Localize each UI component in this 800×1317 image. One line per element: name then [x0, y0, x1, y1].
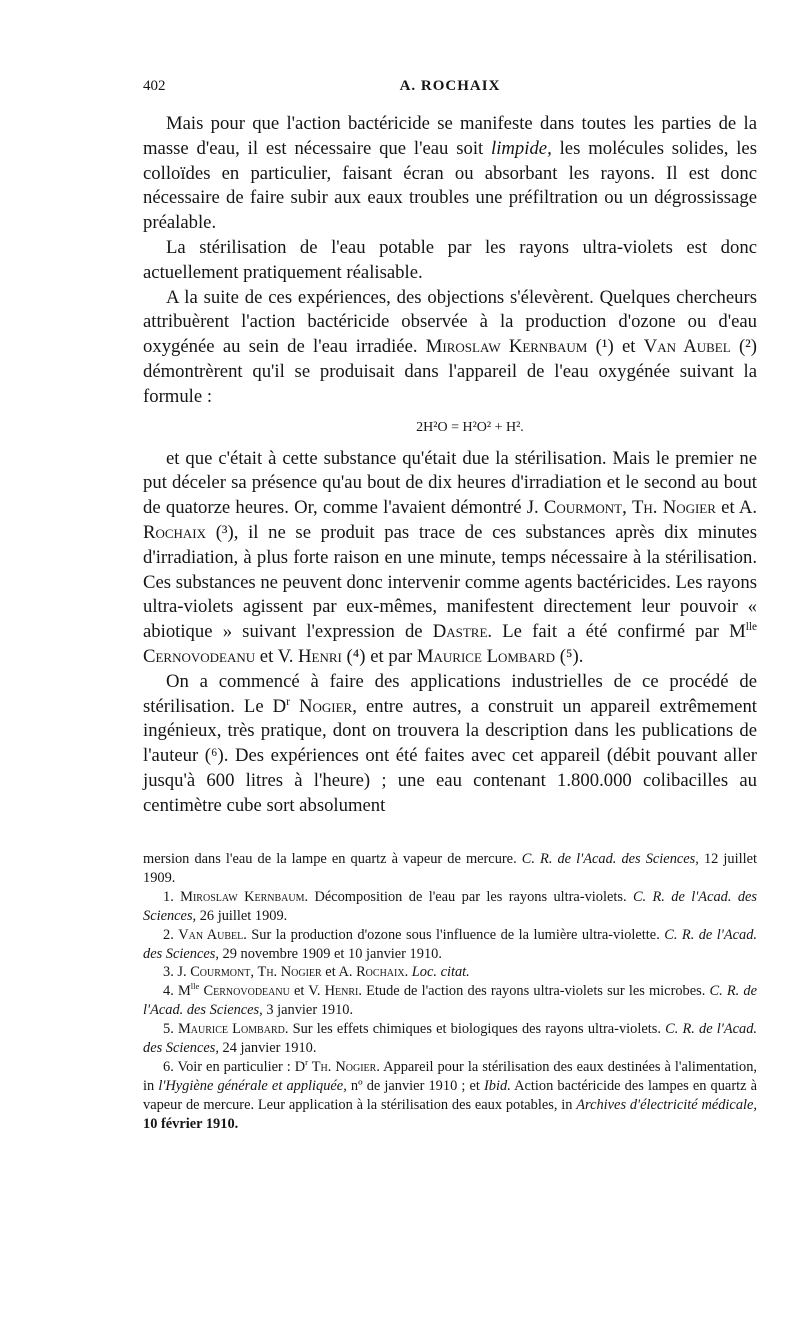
chemical-formula: 2H²O = H²O² + H².	[416, 419, 524, 435]
page-header	[143, 78, 757, 102]
body-text	[143, 112, 757, 819]
paragraph-4: et que c'était à cette substance qu'était due la stérilisation. Mais le premier ne put déceler sa présence qu'au bout de dix heures d'irradiation et le second au bout de quatorze heures. Or, comme l'avaient démontré J. Courmont, Th. Nogier et A. Rochaix (³), il ne se produit pas trace de ces substances après dix minutes d'irradiation, à plus forte raison en une minute, temps nécessaire à la stérilisation. Ces substances ne peuvent donc intervenir comme agents bactéricides. Les rayons ultra-violets agissent par eux-mêmes, manifestent directement leur pouvoir « abiotique » suivant l'expression de Dastre. Le fait a été confirmé par $M^{lle}$ Cernovodeanu et V. Henri (⁴) et par Maurice Lombard (⁵).	[143, 447, 757, 667]
footnote-ref-6: (⁶)	[198, 745, 224, 767]
footnote-6: 6. Voir en particulier : $D^r$ Th. Nogier. Appareil pour la stérilisation des eaux destinées à l'alimentation, in l'Hygiène générale et appliquée, nº de janvier 1910 ; et Ibid. Action bactéricide des lampes en quartz à vapeur de mercure. Leur application à la stérilisation des eaux potables, in Archives d'électricité médicale, 10 février 1910.	[143, 1057, 758, 1132]
footnote-ref-3: (³)	[206, 521, 234, 543]
footnote-1: 1. Miroslaw Kernbaum. Décomposition de l'eau par les rayons ultra-violets. C. R. de l'Acad. des Sciences, 26 juillet 1909.	[143, 888, 758, 924]
footnote-ref-2: (²)	[738, 336, 757, 358]
footnote-ref-5: (⁵).	[555, 645, 584, 667]
footnotes	[143, 850, 757, 1134]
paragraph-5: On a commencé à faire des applications industrielles de ce procédé de stérilisation. Le $D^r$ Nogier, entre autres, a construit un appareil extrêmement ingénieux, très pratique, dont on trouvera la description dans les publications de l'auteur (⁶). Des expériences ont été faites avec cet appareil (débit pouvant aller jusqu'à 600 litres à l'heure) ; une eau contenant 1.800.000 colibacilles au centimètre cube sort absolument	[143, 670, 758, 816]
paragraph-1: Mais pour que l'action bactéricide se manifeste dans toutes les parties de la masse d'eau, il est nécessaire que l'eau soit limpide, les molécules solides, les colloïdes en particulier, faisant écran ou absorbant les rayons. Il est donc nécessaire de faire subir aux eaux troubles une préfiltration ou un dégrossissage préalable.	[143, 113, 757, 234]
footnote-2: 2. Van Aubel. Sur la production d'ozone sous l'influence de la lumière ultra-violette. C. R. de l'Acad. des Sciences, 29 novembre 1909 et 10 janvier 1910.	[143, 926, 758, 962]
paragraph-2: La stérilisation de l'eau potable par les rayons ultra-violets est donc actuellement pratiquement réalisable.	[143, 236, 757, 283]
footnote-5: 5. Maurice Lombard. Sur les effets chimiques et biologiques des rayons ultra-violets. C. R. de l'Acad. des Sciences, 24 janvier 1910.	[143, 1021, 758, 1057]
footnote-ref-4: (⁴)	[341, 645, 366, 667]
author-van-aubel: Van Aubel	[643, 336, 731, 358]
footnote-3: 3. J. Courmont, Th. Nogier et A. Rochaix. Loc. citat.	[163, 964, 470, 981]
page-number: 402	[143, 78, 166, 94]
author-kernbaum: Miroslaw Kernbaum	[425, 336, 588, 358]
running-head: A. ROCHAIX	[399, 78, 501, 94]
footnote-continuation: mersion dans l'eau de la lampe en quartz à vapeur de mercure. C. R. de l'Acad. des Sciences, 12 juillet 1909.	[143, 851, 757, 886]
footnote-ref-1: (¹)	[595, 336, 614, 358]
footnote-4: 4. $M^{lle}$ Cernovodeanu et V. Henri. Etude de l'action des rayons ultra-violets sur les microbes. C. R. de l'Acad. des Sciences, 3 janvier 1910.	[143, 981, 758, 1019]
paragraph-3: A la suite de ces expériences, des objections s'élevèrent. Quelques chercheurs attribuèrent l'action bactéricide observée à la production d'ozone ou d'eau oxygénée au sein de l'eau irradiée. Miroslaw Kernbaum (¹) et Van Aubel (²) démontrèrent qu'il se produisait dans l'appareil de l'eau oxygénée suivant la formule :	[143, 286, 757, 407]
